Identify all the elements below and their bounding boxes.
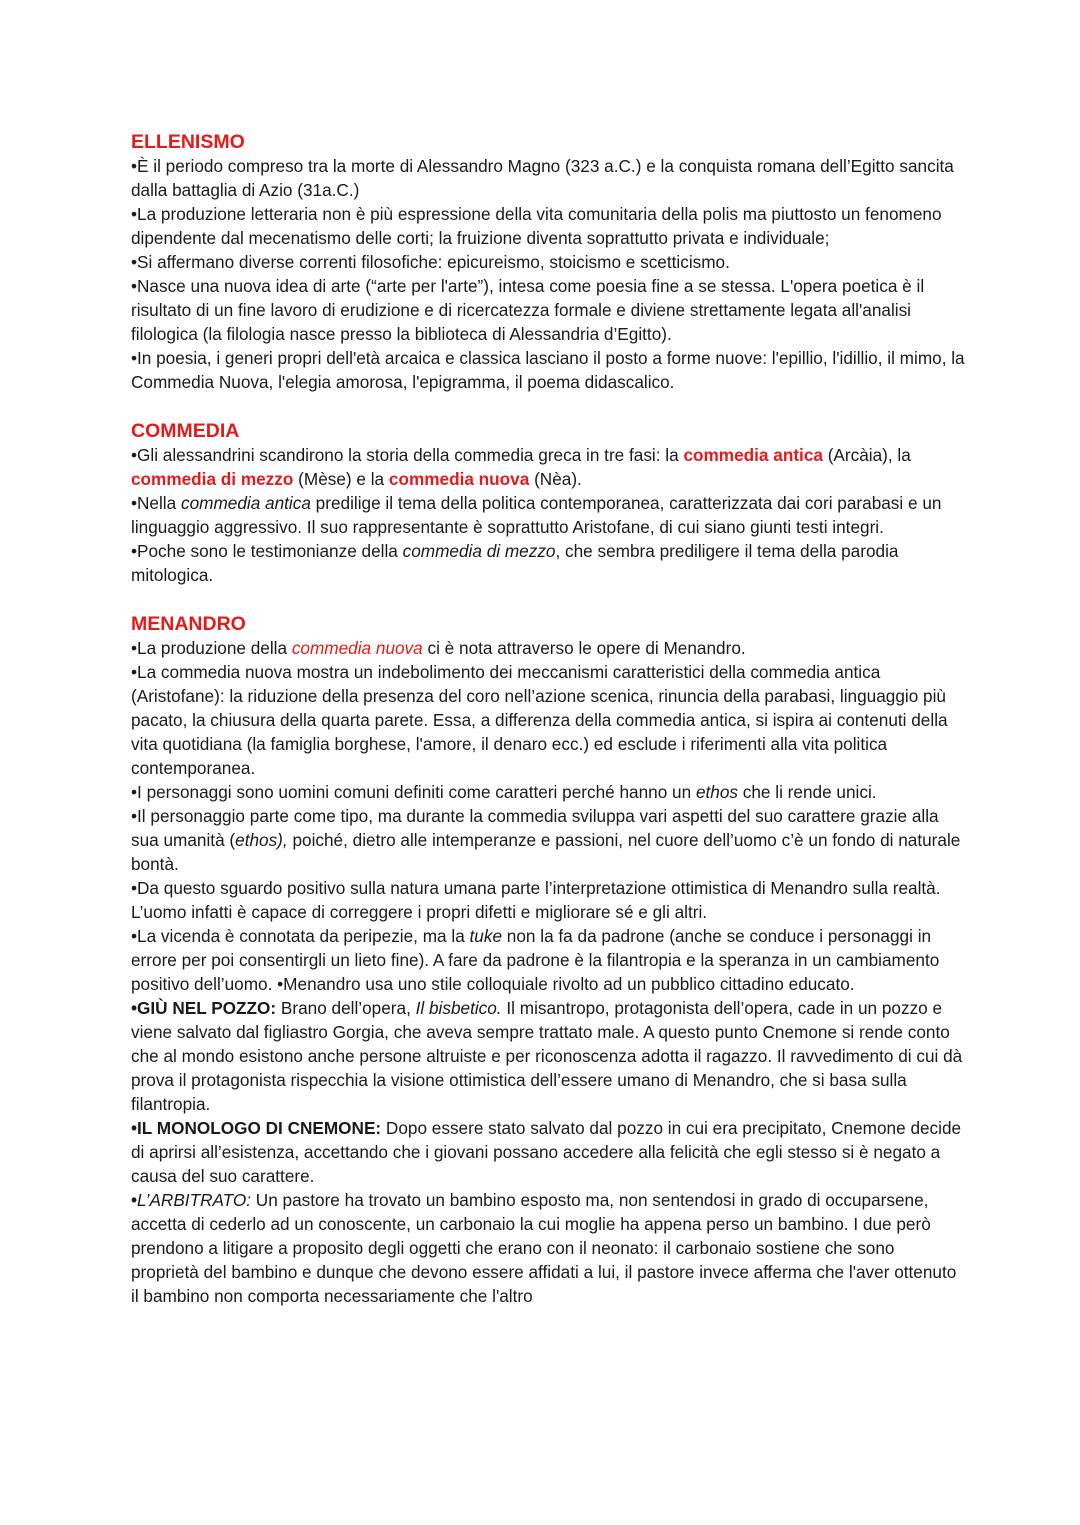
highlight-term: commedia nuova: [291, 638, 423, 658]
paragraph: [131, 539, 966, 587]
paragraph: [131, 804, 966, 876]
heading-ellenismo: ELLENISMO: [131, 131, 245, 153]
paragraph: [131, 491, 966, 539]
paragraph: [131, 1116, 966, 1188]
paragraph: •È il periodo compreso tra la morte di Alessandro Magno (323 a.C.) e la conquista romana dell’Egitto sancita dalla battaglia di Azio (31a.C.): [131, 156, 954, 200]
text: Il misantropo, protagonista dell’opera, cade in un pozzo e viene salvato dal figliastro Gorgia, che aveva sempre trattato male. A questo punto Cnemone si rende conto che al mondo esistono anche persone altruiste e per riconoscenza adotta il ragazzo. Il ravvedimento di cui dà prova il protagonista rispecchia la visione ottimistica dell’essere umano di Menandro, che si basa sulla filantropia.: [131, 998, 963, 1114]
text: •Poche sono le testimonianze della: [131, 541, 403, 561]
text: , che sembra prediligere il tema della parodia mitologica.: [131, 541, 899, 585]
italic-term: tuke: [469, 926, 503, 946]
section-ellenismo: [131, 130, 966, 394]
section-menandro: [131, 612, 966, 1308]
paragraph: •Si affermano diverse correnti filosofiche: epicureismo, stoicismo e scetticismo.: [131, 252, 730, 272]
section-commedia: [131, 419, 966, 587]
text: Dopo essere stato salvato dal pozzo in cui era precipitato, Cnemone decide di aprirsi all’esistenza, accettando che i giovani possano accedere alla felicità che egli stesso si è negato a causa del suo carattere.: [131, 1118, 962, 1186]
italic-term: L’ARBITRATO:: [137, 1190, 252, 1210]
text: non la fa da padrone (anche se conduce i personaggi in errore per poi consentirgli un lieto fine). A fare da padrone è la filantropia e la speranza in un cambiamento positivo dell’uomo. •Menandro usa uno stile colloquiale rivolto ad un pubblico cittadino educato.: [131, 926, 940, 994]
text: predilige il tema della politica contemporanea, caratterizzata dai cori parabasi e un linguaggio aggressivo. Il suo rappresentante è soprattutto Aristofane, di cui siano giunti testi integri.: [131, 493, 942, 537]
highlight-term: commedia di mezzo: [131, 469, 294, 489]
italic-term: ethos),: [235, 830, 288, 850]
text: ci è nota attraverso le opere di Menandro.: [422, 638, 746, 658]
italic-term: commedia di mezzo: [402, 541, 556, 561]
text: •Il personaggio parte come tipo, ma durante la commedia sviluppa vari aspetti del suo carattere grazie alla sua umanità (: [131, 806, 939, 850]
paragraph: •La produzione letteraria non è più espressione della vita comunitaria della polis ma piuttosto un fenomeno dipendente dal mecenatismo delle corti; la fruizione diventa soprattutto privata e individuale;: [131, 204, 942, 248]
paragraph: [131, 443, 966, 491]
document-body: [131, 130, 966, 1334]
paragraph: •In poesia, i generi propri dell'età arcaica e classica lasciano il posto a forme nuove: l'epillio, l'idillio, il mimo, la Commedia Nuova, l'elegia amorosa, l'epigramma, il poema didascalico.: [131, 348, 965, 392]
heading-commedia: COMMEDIA: [131, 420, 240, 442]
highlight-term: commedia antica: [683, 445, 823, 465]
bold-term: •GIÙ NEL POZZO:: [131, 998, 277, 1018]
text: (Nèa).: [529, 469, 582, 489]
italic-term: ethos: [695, 782, 738, 802]
text: •I personaggi sono uomini comuni definiti come caratteri perché hanno un: [131, 782, 696, 802]
bold-term: •IL MONOLOGO DI CNEMONE:: [131, 1118, 382, 1138]
text: •La produzione della: [131, 638, 292, 658]
text: •Gli alessandrini scandirono la storia della commedia greca in tre fasi: la: [131, 445, 684, 465]
text: •Nella: [131, 493, 181, 513]
highlight-term: commedia nuova: [388, 469, 530, 489]
text: (Arcàia), la: [822, 445, 911, 465]
paragraph: •La commedia nuova mostra un indebolimento dei meccanismi caratteristici della commedia antica (Aristofane): la riduzione della presenza del coro nell’azione scenica, rinuncia della parabasi, linguaggio più pacato, la chiusura della quarta parete. Essa, a differenza della commedia antica, si ispira ai contenuti della vita quotidiana (la famiglia borghese, l'amore, il denaro ecc.) ed esclude i riferimenti alla vita politica contemporanea.: [131, 662, 948, 778]
italic-term: commedia antica: [180, 493, 311, 513]
heading-menandro: MENANDRO: [131, 613, 246, 635]
text: •La vicenda è connotata da peripezie, ma la: [131, 926, 470, 946]
paragraph: [131, 924, 966, 996]
paragraph: [131, 1188, 966, 1308]
paragraph: [131, 780, 966, 804]
paragraph: [131, 996, 966, 1116]
text: Un pastore ha trovato un bambino esposto ma, non sentendosi in grado di occuparsene, accetta di cederlo ad un conoscente, un carbonaio la cui moglie ha appena perso un bambino. I due però prendono a litigare a proposito degli oggetti che erano con il neonato: il carbonaio sostiene che sono proprietà del bambino e dunque che devono essere affidati a lui, il pastore invece afferma che l'aver ottenuto il bambino non comporta necessariamente che l'altro: [131, 1190, 957, 1306]
italic-term: Il bisbetico.: [415, 998, 502, 1018]
text: (Mèse) e la: [293, 469, 389, 489]
text: che li rende unici.: [738, 782, 877, 802]
text: Brano dell’opera,: [276, 998, 416, 1018]
paragraph: •Da questo sguardo positivo sulla natura umana parte l’interpretazione ottimistica di Menandro sulla realtà. L’uomo infatti è capace di correggere i propri difetti e migliorare sé e gli altri.: [131, 878, 941, 922]
paragraph: [131, 636, 966, 660]
text: poiché, dietro alle intemperanze e passioni, nel cuore dell’uomo c’è un fondo di naturale bontà.: [131, 830, 961, 874]
bullet: •: [131, 1190, 138, 1210]
paragraph: •Nasce una nuova idea di arte (“arte per l'arte”), intesa come poesia fine a se stessa. L'opera poetica è il risultato di un fine lavoro di erudizione e di ricercatezza formale e diviene strettamente legata all'analisi filologica (la filologia nasce presso la biblioteca di Alessandria d’Egitto).: [131, 276, 925, 344]
